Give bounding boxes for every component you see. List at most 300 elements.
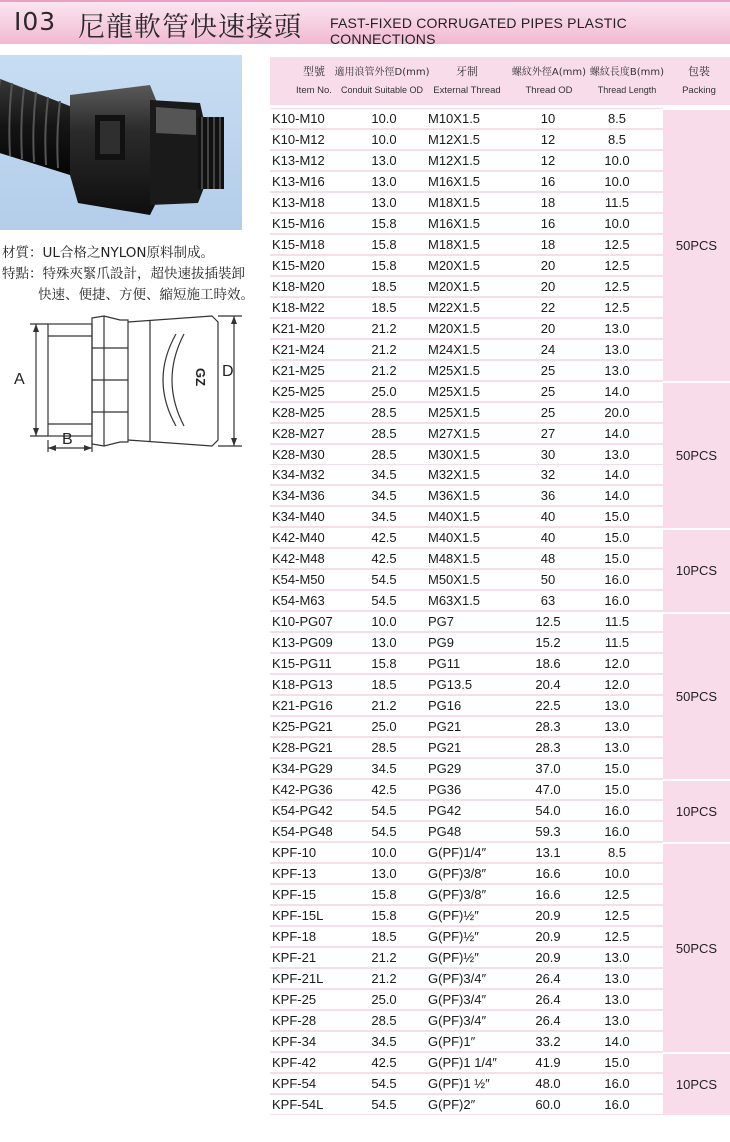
cell-thread-length: 13.0 xyxy=(604,362,630,378)
cell-item-no: K21-M20 xyxy=(272,320,325,336)
cell-item-no: K21-M25 xyxy=(272,362,325,378)
spec-table xyxy=(270,57,730,1135)
table-row xyxy=(270,276,730,297)
cell-conduit-od: 21.2 xyxy=(371,698,397,714)
cell-conduit-od: 21.2 xyxy=(371,320,397,336)
cell-conduit-od: 21.2 xyxy=(371,970,397,986)
cell-conduit-od: 10.0 xyxy=(371,844,397,860)
cell-external-thread: PG36 xyxy=(428,782,462,797)
cell-conduit-od: 13.0 xyxy=(371,173,397,189)
table-row xyxy=(270,611,730,632)
table-row xyxy=(270,444,730,465)
cell-thread-od: 16.6 xyxy=(535,865,561,881)
cell-item-no: K54-PG48 xyxy=(272,823,333,839)
cell-thread-length: 12.5 xyxy=(604,278,630,294)
header-packing-cn: 包裝 xyxy=(688,65,710,78)
cell-thread-od: 26.4 xyxy=(535,1012,561,1028)
cell-thread-length: 13.0 xyxy=(604,970,630,986)
dimension-label-b: B xyxy=(62,431,73,448)
cell-thread-length: 15.0 xyxy=(604,509,630,525)
cell-thread-od: 25 xyxy=(540,362,556,378)
cell-thread-length: 16.0 xyxy=(604,593,630,609)
table-row xyxy=(270,339,730,360)
cell-thread-od: 20.4 xyxy=(535,677,561,693)
cell-thread-od: 18 xyxy=(540,194,556,210)
cell-item-no: K54-M63 xyxy=(272,593,325,609)
page-title-en: FAST-FIXED CORRUGATED PIPES PLASTIC CONNECTIONS xyxy=(330,15,627,47)
table-row xyxy=(270,171,730,192)
cell-thread-od: 12.5 xyxy=(535,614,561,630)
table-row xyxy=(270,632,730,653)
cell-thread-length: 10.0 xyxy=(604,173,630,189)
packing-cell: 50PCS xyxy=(663,381,730,528)
table-row xyxy=(270,947,730,968)
table-row xyxy=(270,192,730,213)
cell-thread-length: 14.0 xyxy=(604,425,630,441)
page-title-cn: 尼龍軟管快速接頭 xyxy=(78,12,302,43)
cell-conduit-od: 18.5 xyxy=(371,677,397,693)
cell-item-no: K25-M25 xyxy=(272,383,325,399)
cell-thread-od: 36 xyxy=(540,488,556,504)
cell-external-thread: M27X1.5 xyxy=(428,425,481,441)
cell-conduit-od: 34.5 xyxy=(371,1033,397,1049)
cell-external-thread: G(PF)½″ xyxy=(428,949,479,965)
cell-thread-length: 13.0 xyxy=(604,949,630,965)
cell-external-thread: G(PF)3/4″ xyxy=(428,970,487,986)
cell-item-no: K28-M25 xyxy=(272,404,325,420)
cell-external-thread: G(PF)3/8″ xyxy=(428,865,487,881)
cell-conduit-od: 15.8 xyxy=(371,215,397,231)
cell-item-no: K28-M27 xyxy=(272,425,325,441)
cell-item-no: K28-PG21 xyxy=(272,740,333,756)
table-row xyxy=(270,989,730,1010)
table-row xyxy=(270,653,730,674)
cell-external-thread: M10X1.5 xyxy=(428,111,481,126)
table-header xyxy=(270,57,730,105)
table-row xyxy=(270,569,730,590)
connector-dimension-diagram xyxy=(0,312,262,452)
packing-cell: 10PCS xyxy=(663,1052,730,1115)
cell-thread-length: 13.0 xyxy=(604,719,630,735)
cell-thread-od: 22.5 xyxy=(535,698,561,714)
cell-external-thread: PG29 xyxy=(428,761,462,777)
cell-item-no: KPF-10 xyxy=(272,844,317,860)
cell-thread-od: 15.2 xyxy=(535,635,561,651)
header-thread-cn: 牙制 xyxy=(456,65,478,78)
cell-thread-length: 10.0 xyxy=(604,215,630,231)
cell-thread-length: 12.5 xyxy=(604,299,630,315)
table-row xyxy=(270,255,730,276)
cell-thread-od: 20 xyxy=(540,257,556,273)
table-row xyxy=(270,1094,730,1115)
table-row xyxy=(270,842,730,863)
cell-conduit-od: 54.5 xyxy=(371,823,397,839)
cell-item-no: K42-PG36 xyxy=(272,782,333,797)
cell-external-thread: M20X1.5 xyxy=(428,320,481,336)
cell-thread-length: 13.0 xyxy=(604,740,630,756)
cell-item-no: K28-M30 xyxy=(272,446,325,462)
table-row xyxy=(270,968,730,989)
header-thread-od-en: Thread OD xyxy=(525,85,573,96)
packing-cell: 50PCS xyxy=(663,842,730,1052)
table-row xyxy=(270,590,730,611)
cell-external-thread: M48X1.5 xyxy=(428,551,481,567)
page-header xyxy=(0,0,730,47)
feature-line-continued: 快速、便捷、方便、縮短施工時效。 xyxy=(38,287,254,303)
cell-conduit-od: 13.0 xyxy=(371,865,397,881)
cell-item-no: K13-M16 xyxy=(272,173,325,189)
packing-cell: 50PCS xyxy=(663,108,730,381)
cell-external-thread: G(PF)3/8″ xyxy=(428,886,487,902)
cell-thread-od: 26.4 xyxy=(535,991,561,1007)
table-row xyxy=(270,150,730,171)
material-line: 材質：UL合格之NYLON原料制成。 xyxy=(2,245,215,261)
cell-item-no: K21-M24 xyxy=(272,341,325,357)
cell-conduit-od: 21.2 xyxy=(371,341,397,357)
cell-item-no: KPF-54 xyxy=(272,1075,317,1091)
cell-item-no: KPF-25 xyxy=(272,991,317,1007)
cell-conduit-od: 54.5 xyxy=(371,572,397,588)
cell-item-no: K42-M40 xyxy=(272,530,325,546)
cell-external-thread: PG21 xyxy=(428,740,462,756)
cell-item-no: KPF-21 xyxy=(272,949,317,965)
cell-thread-length: 16.0 xyxy=(604,802,630,818)
cell-thread-length: 15.0 xyxy=(604,530,630,546)
cell-external-thread: PG11 xyxy=(428,656,461,672)
header-od-cn: 適用浪管外徑D(mm) xyxy=(334,67,430,78)
cell-conduit-od: 13.0 xyxy=(371,635,397,651)
cell-external-thread: PG9 xyxy=(428,635,455,651)
cell-conduit-od: 42.5 xyxy=(371,1054,397,1070)
cell-conduit-od: 15.8 xyxy=(371,236,397,252)
cell-thread-od: 59.3 xyxy=(535,823,561,839)
cell-external-thread: M12X1.5 xyxy=(428,131,481,147)
header-item-en: Item No. xyxy=(296,85,332,96)
cell-item-no: K13-M12 xyxy=(272,152,325,168)
cell-item-no: K13-PG09 xyxy=(272,635,333,651)
cell-thread-od: 12 xyxy=(540,152,556,168)
cell-thread-length: 14.0 xyxy=(604,467,630,483)
cell-item-no: KPF-34 xyxy=(272,1033,317,1049)
table-row xyxy=(270,905,730,926)
cell-thread-od: 13.1 xyxy=(535,844,561,860)
cell-external-thread: M25X1.5 xyxy=(428,383,481,399)
header-thread-len-en: Thread Length xyxy=(597,85,657,95)
cell-external-thread: G(PF)½″ xyxy=(428,907,479,923)
table-row xyxy=(270,402,730,423)
cell-conduit-od: 54.5 xyxy=(371,802,397,818)
cell-item-no: K54-M50 xyxy=(272,572,325,588)
cell-external-thread: M30X1.5 xyxy=(428,446,481,462)
cell-external-thread: G(PF)3/4″ xyxy=(428,1012,487,1028)
dimension-drawing xyxy=(0,312,262,452)
cell-thread-length: 14.0 xyxy=(604,1033,630,1049)
cell-external-thread: G(PF)2″ xyxy=(428,1096,476,1112)
cell-external-thread: PG48 xyxy=(428,823,462,839)
cell-external-thread: PG16 xyxy=(428,698,462,714)
cell-thread-od: 28.3 xyxy=(535,719,561,735)
table-row xyxy=(270,464,730,485)
cell-conduit-od: 15.8 xyxy=(371,656,397,672)
cell-thread-length: 13.0 xyxy=(604,1012,630,1028)
cell-conduit-od: 34.5 xyxy=(371,488,397,504)
cell-external-thread: M16X1.5 xyxy=(428,215,481,231)
cell-external-thread: M25X1.5 xyxy=(428,362,481,378)
cell-thread-od: 26.4 xyxy=(535,970,561,986)
cell-external-thread: M20X1.5 xyxy=(428,278,481,294)
cell-thread-od: 20 xyxy=(540,278,556,294)
drawing-logo: GZ xyxy=(193,368,208,387)
cell-thread-od: 63 xyxy=(540,593,556,609)
cell-thread-length: 12.5 xyxy=(604,928,630,944)
table-row xyxy=(270,800,730,821)
table-row xyxy=(270,360,730,381)
cell-thread-length: 12.5 xyxy=(604,907,630,923)
cell-item-no: K34-M40 xyxy=(272,509,325,525)
cell-external-thread: M36X1.5 xyxy=(428,488,481,504)
cell-thread-od: 40 xyxy=(540,530,556,546)
product-photo xyxy=(0,55,242,230)
cell-conduit-od: 18.5 xyxy=(371,928,397,944)
cell-conduit-od: 13.0 xyxy=(371,194,397,210)
table-row xyxy=(270,695,730,716)
cell-thread-length: 15.0 xyxy=(604,782,630,797)
cell-thread-od: 18 xyxy=(540,236,556,252)
cell-conduit-od: 15.8 xyxy=(371,257,397,273)
cell-thread-od: 16 xyxy=(540,215,556,231)
table-row xyxy=(270,821,730,842)
cell-external-thread: G(PF)1 ½″ xyxy=(428,1075,490,1091)
table-row xyxy=(270,297,730,318)
table-row xyxy=(270,737,730,758)
cell-conduit-od: 13.0 xyxy=(371,152,397,168)
cell-conduit-od: 54.5 xyxy=(371,593,397,609)
cell-thread-od: 48.0 xyxy=(535,1075,561,1091)
table-row xyxy=(270,108,730,129)
table-row xyxy=(270,318,730,339)
cell-item-no: K15-PG11 xyxy=(272,656,332,672)
cell-external-thread: M50X1.5 xyxy=(428,572,481,588)
cell-conduit-od: 10.0 xyxy=(371,131,397,147)
cell-thread-od: 10 xyxy=(540,111,556,126)
cell-conduit-od: 34.5 xyxy=(371,761,397,777)
cell-conduit-od: 34.5 xyxy=(371,467,397,483)
cell-conduit-od: 28.5 xyxy=(371,446,397,462)
cell-external-thread: M20X1.5 xyxy=(428,257,481,273)
table-row xyxy=(270,527,730,548)
cell-thread-length: 15.0 xyxy=(604,1054,630,1070)
cell-thread-od: 25 xyxy=(540,383,556,399)
cell-conduit-od: 28.5 xyxy=(371,425,397,441)
cell-external-thread: M22X1.5 xyxy=(428,299,481,315)
table-row xyxy=(270,884,730,905)
cell-external-thread: G(PF)1/4″ xyxy=(428,844,487,860)
cell-thread-length: 8.5 xyxy=(607,111,627,126)
cell-thread-length: 12.5 xyxy=(604,236,630,252)
cell-conduit-od: 54.5 xyxy=(371,1075,397,1091)
packing-cell: 50PCS xyxy=(663,612,730,780)
cell-thread-length: 16.0 xyxy=(604,1096,630,1112)
cell-thread-od: 16.6 xyxy=(535,886,561,902)
cell-item-no: K21-PG16 xyxy=(272,698,333,714)
cell-thread-length: 8.5 xyxy=(607,131,627,147)
cell-item-no: K18-M22 xyxy=(272,299,325,315)
table-row xyxy=(270,381,730,402)
cell-conduit-od: 54.5 xyxy=(371,1096,397,1112)
table-row xyxy=(270,758,730,779)
cell-item-no: K15-M16 xyxy=(272,215,325,231)
table-row xyxy=(270,423,730,444)
cell-thread-od: 27 xyxy=(540,425,556,441)
cell-thread-length: 10.0 xyxy=(604,865,630,881)
cell-thread-od: 18.6 xyxy=(535,656,561,672)
cell-thread-length: 11.5 xyxy=(604,194,630,210)
header-od-en: Conduit Suitable OD xyxy=(340,85,424,95)
cell-thread-length: 16.0 xyxy=(604,823,630,839)
cell-conduit-od: 15.8 xyxy=(371,886,397,902)
cell-external-thread: G(PF)1 1/4″ xyxy=(428,1054,497,1070)
header-thread-len-cn: 螺紋長度B(mm) xyxy=(589,67,665,78)
cell-external-thread: G(PF)3/4″ xyxy=(428,991,487,1007)
table-row xyxy=(270,674,730,695)
table-row xyxy=(270,234,730,255)
table-row xyxy=(270,485,730,506)
dimension-label-a: A xyxy=(14,371,25,388)
cell-thread-length: 13.0 xyxy=(604,320,630,336)
table-body xyxy=(270,108,730,1115)
cell-thread-od: 54.0 xyxy=(535,802,561,818)
cell-conduit-od: 25.0 xyxy=(371,719,397,735)
table-row xyxy=(270,213,730,234)
cell-item-no: KPF-15 xyxy=(272,886,317,902)
cell-conduit-od: 28.5 xyxy=(371,1012,397,1028)
cell-external-thread: M24X1.5 xyxy=(428,341,481,357)
cell-thread-length: 15.0 xyxy=(604,551,630,567)
cell-external-thread: M12X1.5 xyxy=(428,152,481,168)
cell-item-no: K42-M48 xyxy=(272,551,325,567)
cell-thread-od: 32 xyxy=(540,467,556,483)
cell-external-thread: G(PF)½″ xyxy=(428,928,479,944)
cell-external-thread: M40X1.5 xyxy=(428,509,481,525)
cell-item-no: KPF-28 xyxy=(272,1012,317,1028)
cell-conduit-od: 34.5 xyxy=(371,509,397,525)
cell-thread-od: 28.3 xyxy=(535,740,561,756)
cell-thread-od: 60.0 xyxy=(535,1096,561,1112)
cell-thread-od: 22 xyxy=(540,299,556,315)
cell-conduit-od: 18.5 xyxy=(371,299,397,315)
cell-item-no: K10-M12 xyxy=(272,131,325,147)
cell-item-no: KPF-15L xyxy=(272,907,324,923)
table-row xyxy=(270,779,730,800)
cell-thread-length: 10.0 xyxy=(604,152,630,168)
cell-item-no: KPF-18 xyxy=(272,928,317,944)
cell-conduit-od: 42.5 xyxy=(371,782,397,797)
cell-thread-od: 20.9 xyxy=(535,907,561,923)
packing-cell: 10PCS xyxy=(663,779,730,842)
cell-thread-od: 20 xyxy=(540,320,556,336)
cell-thread-length: 12.0 xyxy=(604,677,630,693)
cell-thread-length: 13.0 xyxy=(604,341,630,357)
cell-conduit-od: 21.2 xyxy=(371,949,397,965)
table-row xyxy=(270,926,730,947)
cell-external-thread: PG42 xyxy=(428,802,462,818)
cell-external-thread: M63X1.5 xyxy=(428,593,481,609)
material-description xyxy=(2,243,272,306)
cell-external-thread: G(PF)1″ xyxy=(428,1033,476,1049)
cell-conduit-od: 25.0 xyxy=(371,991,397,1007)
cell-thread-length: 15.0 xyxy=(604,761,630,777)
table-row xyxy=(270,548,730,569)
table-row xyxy=(270,1052,730,1073)
cell-item-no: KPF-54L xyxy=(272,1096,324,1112)
cell-item-no: K18-M20 xyxy=(272,278,325,294)
dimension-label-d: D xyxy=(222,363,234,380)
cell-thread-length: 12.0 xyxy=(604,656,630,672)
cell-external-thread: PG7 xyxy=(428,614,455,630)
cell-thread-od: 20.9 xyxy=(535,928,561,944)
cell-thread-length: 11.5 xyxy=(604,635,630,651)
cell-external-thread: M40X1.5 xyxy=(428,530,481,546)
table-row xyxy=(270,129,730,150)
cell-thread-length: 8.5 xyxy=(607,844,627,860)
cell-external-thread: M18X1.5 xyxy=(428,194,481,210)
cell-item-no: KPF-21L xyxy=(272,970,324,986)
cell-item-no: K10-M10 xyxy=(272,111,325,126)
cell-thread-od: 25 xyxy=(540,404,556,420)
cell-external-thread: M25X1.5 xyxy=(428,404,481,420)
cell-external-thread: M32X1.5 xyxy=(428,467,481,483)
table-row xyxy=(270,506,730,527)
cell-thread-length: 11.5 xyxy=(604,614,630,630)
cell-item-no: KPF-13 xyxy=(272,865,317,881)
cell-thread-length: 12.5 xyxy=(604,257,630,273)
cell-item-no: KPF-42 xyxy=(272,1054,317,1070)
cell-item-no: K15-M20 xyxy=(272,257,325,273)
cell-item-no: K25-PG21 xyxy=(272,719,333,735)
cell-conduit-od: 15.8 xyxy=(371,907,397,923)
header-packing-en: Packing xyxy=(682,85,716,96)
header-item-cn: 型號 xyxy=(303,65,325,78)
cell-thread-length: 12.5 xyxy=(604,886,630,902)
cell-item-no: K13-M18 xyxy=(272,194,325,210)
cell-conduit-od: 21.2 xyxy=(371,362,397,378)
cell-thread-od: 20.9 xyxy=(535,949,561,965)
cell-item-no: K34-M32 xyxy=(272,467,325,483)
cell-item-no: K54-PG42 xyxy=(272,802,333,818)
table-row xyxy=(270,716,730,737)
feature-line: 特點：特殊夾緊爪設計，超快速拔插裝卸 xyxy=(2,266,245,282)
cell-conduit-od: 28.5 xyxy=(371,404,397,420)
catalog-code: I03 xyxy=(14,7,57,36)
cell-item-no: K18-PG13 xyxy=(272,677,333,693)
header-thread-en: External Thread xyxy=(433,85,501,96)
cell-thread-length: 20.0 xyxy=(604,404,630,420)
cell-conduit-od: 18.5 xyxy=(371,278,397,294)
cell-item-no: K34-PG29 xyxy=(272,761,333,777)
cell-external-thread: PG21 xyxy=(428,719,462,735)
cell-conduit-od: 10.0 xyxy=(371,111,397,126)
cell-external-thread: M18X1.5 xyxy=(428,236,481,252)
cell-thread-od: 24 xyxy=(540,341,556,357)
cell-external-thread: PG13.5 xyxy=(428,677,473,693)
cell-thread-length: 13.0 xyxy=(604,991,630,1007)
cell-item-no: K34-M36 xyxy=(272,488,325,504)
cell-thread-od: 12 xyxy=(540,131,556,147)
cell-thread-od: 16 xyxy=(540,173,556,189)
cell-thread-od: 37.0 xyxy=(535,761,561,777)
cell-item-no: K15-M18 xyxy=(272,236,325,252)
cell-conduit-od: 10.0 xyxy=(371,614,397,630)
